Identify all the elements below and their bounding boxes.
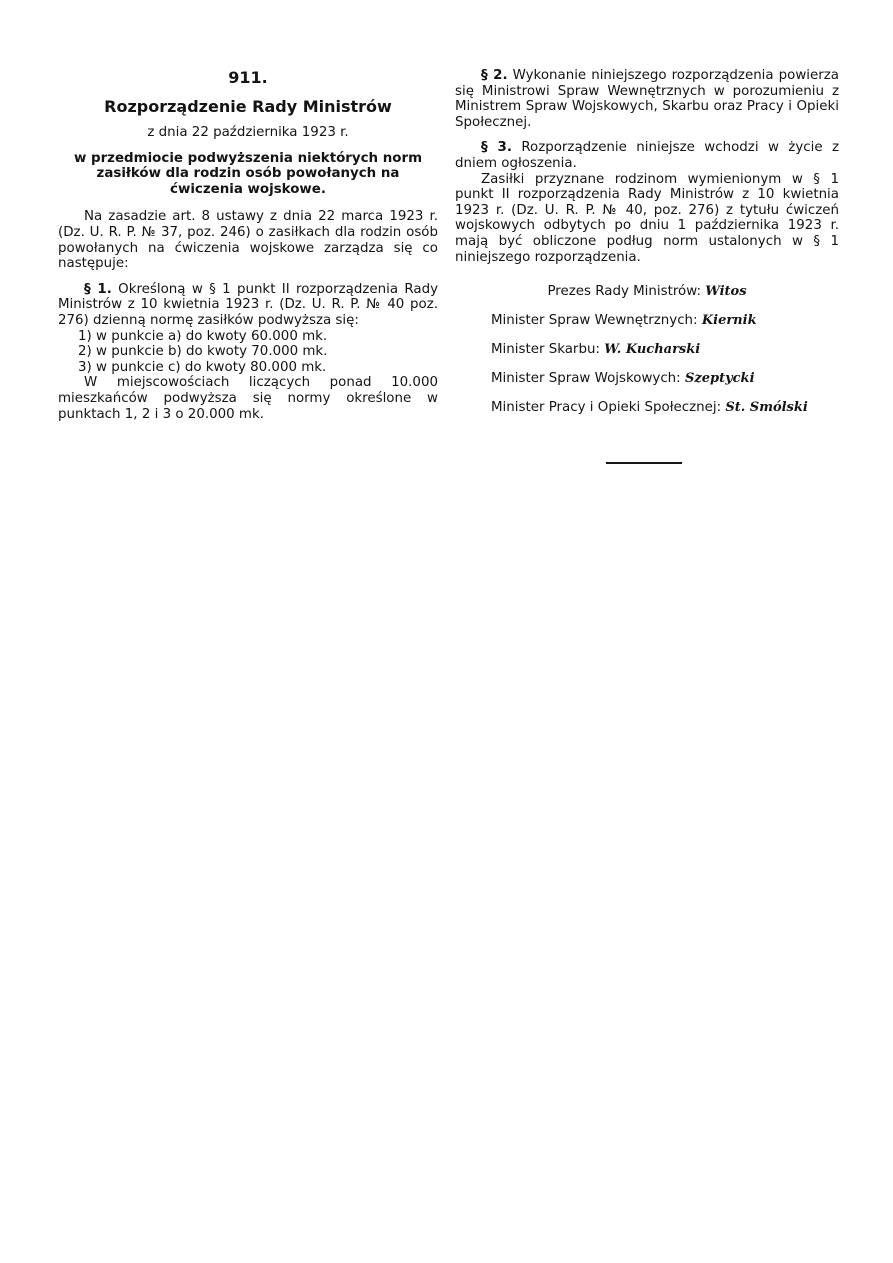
signature-name: Kiernik [701, 313, 757, 329]
paragraph-3 [455, 140, 839, 171]
paragraph-1 [58, 282, 438, 329]
paragraph-2-label: § 2. [481, 68, 508, 83]
closing-rule [606, 462, 682, 464]
act-date: z dnia 22 października 1923 r. [147, 125, 349, 140]
right-column [455, 68, 839, 428]
signature-prime-minister: Prezes Rady Ministrów: Witos [547, 284, 747, 300]
list-item: 2) w punkcie b) do kwoty 70.000 mk. [78, 344, 328, 360]
signature-labour-minister: Minister Pracy i Opieki Społecznej: St. Smólski [491, 400, 808, 416]
intro-paragraph: Na zasadzie art. 8 ustawy z dnia 22 marca 1923 r. (Dz. U. R. P. № 37, poz. 246) o zasiłkach dla rodzin osób powołanych na ćwiczenia wojskowe zarządza się co następuje: [58, 209, 438, 272]
paragraph-1-extra: W miejscowościach liczących ponad 10.000 mieszkańców podwyższa się normy określone w punktach 1, 2 i 3 o 20.000 mk. [58, 375, 438, 422]
signature-name: W. Kucharski [604, 342, 701, 358]
act-number: 911. [228, 68, 268, 87]
paragraph-3-extra: Zasiłki przyznane rodzinom wymienionym w § 1 punkt II rozporządzenia Rady Ministrów z 10 kwietnia 1923 r. (Dz. U. R. P. № 40, poz. 276) z tytułu ćwiczeń wojskowych odbytych po dniu 1 października 1923 r. mają być obliczone podług norm ustalonych w § 1 niniejszego rozporządzenia. [455, 171, 839, 265]
paragraph-1-label: § 1. [84, 281, 112, 297]
amount-list [58, 329, 438, 376]
list-item: 3) w punkcie c) do kwoty 80.000 mk. [78, 359, 327, 375]
paragraph-3-text: Rozporządzenie niniejsze wchodzi w życie z dniem ogłoszenia. [455, 140, 839, 171]
signature-name: St. Smólski [725, 400, 808, 416]
list-item: 1) w punkcie a) do kwoty 60.000 mk. [78, 328, 328, 344]
paragraph-2 [455, 68, 839, 130]
signature-interior-minister: Minister Spraw Wewnętrznych: Kiernik [491, 313, 757, 329]
signature-name: Witos [705, 284, 747, 300]
signature-military-minister: Minister Spraw Wojskowych: Szeptycki [491, 371, 755, 387]
act-title: Rozporządzenie Rady Ministrów [104, 97, 392, 116]
paragraph-2-text: Wykonanie niniejszego rozporządzenia powierza się Ministrowi Spraw Wewnętrznych w porozumieniu z Ministrem Spraw Wojskowych, Skarbu oraz Pracy i Opieki Społecznej. [455, 68, 839, 130]
paragraph-3-label: § 3. [481, 140, 512, 156]
left-column [58, 68, 438, 422]
signature-treasury-minister: Minister Skarbu: W. Kucharski [491, 342, 701, 358]
signature-name: Szeptycki [684, 371, 755, 387]
act-subject: w przedmiocie podwyższenia niektórych norm zasiłków dla rodzin osób powołanych na ćwiczenia wojskowe. [73, 150, 423, 197]
signatures [455, 283, 839, 416]
paragraph-1-text: Określoną w § 1 punkt II rozporządzenia Rady Ministrów z 10 kwietnia 1923 r. (Dz. U. R. P. № 40 poz. 276) dzienną normę zasiłków podwyższa się: [58, 281, 438, 328]
